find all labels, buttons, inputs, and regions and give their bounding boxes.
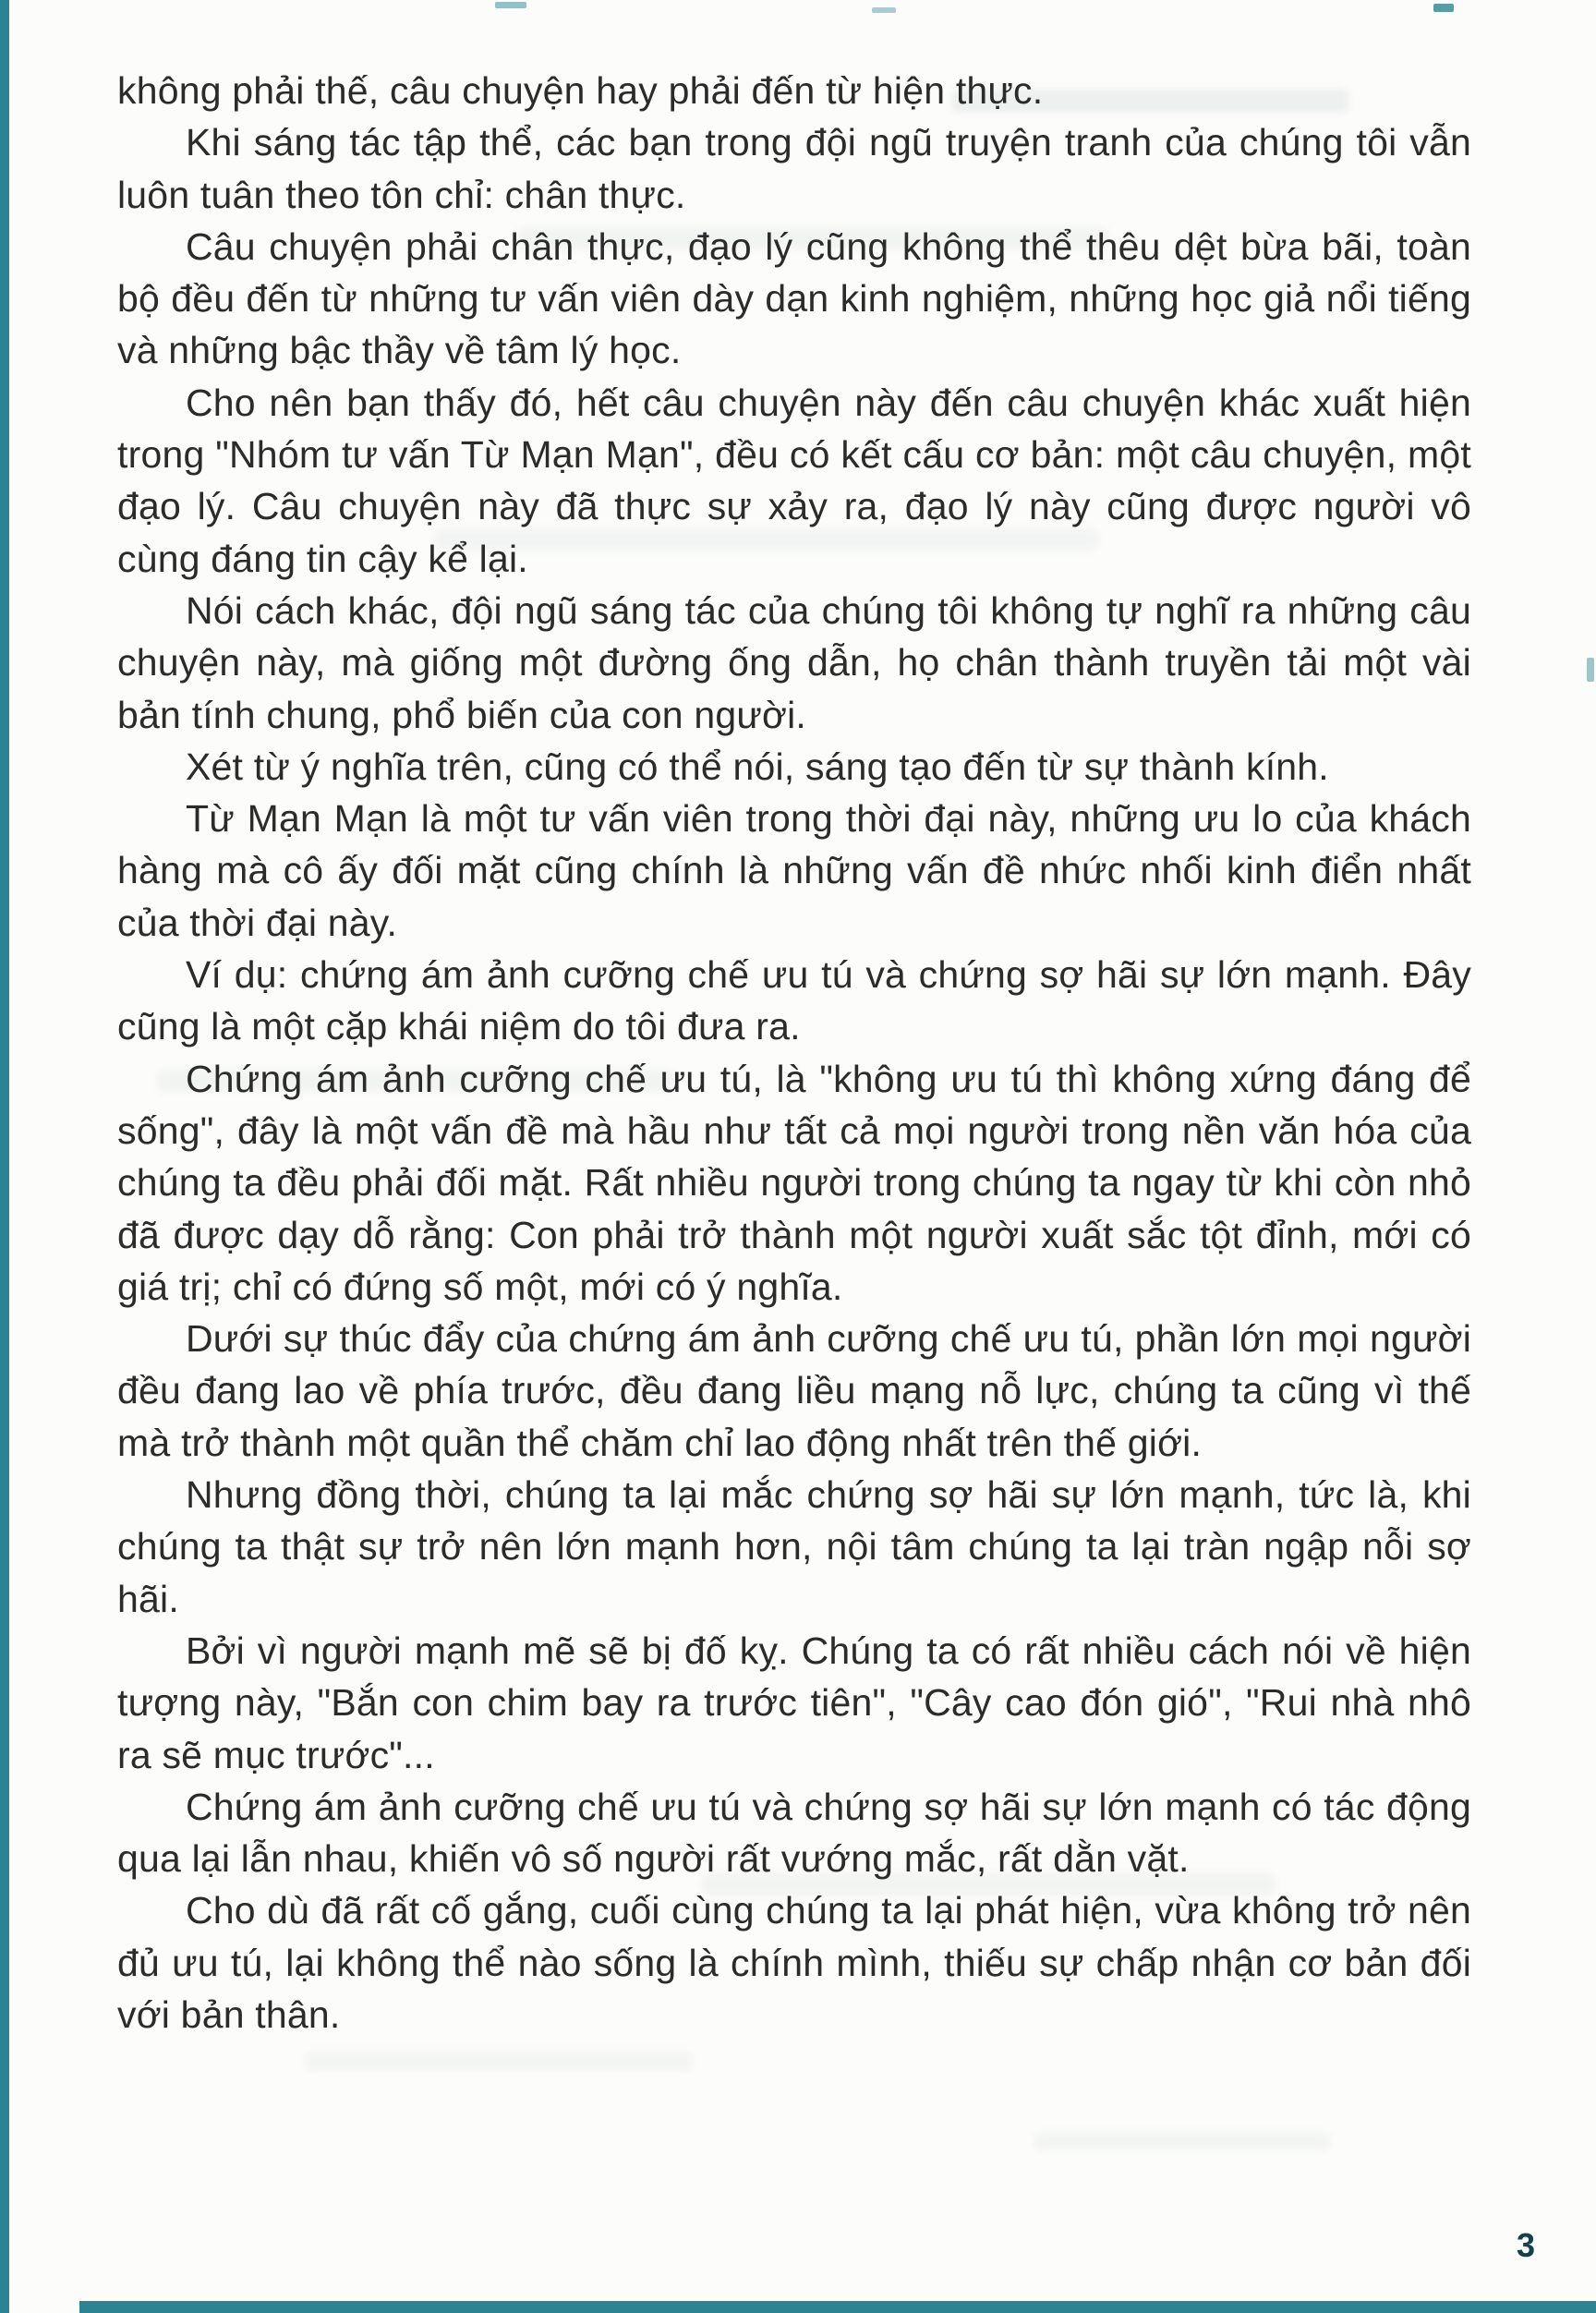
paragraph: Bởi vì người mạnh mẽ sẽ bị đố kỵ. Chúng ta có rất nhiều cách nói về hiện tượng này, "Bắn con chim bay ra trước tiên", "Cây cao đón gió", "Rui nhà nhô ra sẽ mục trước"... bbox=[117, 1629, 1471, 1776]
paragraph: Cho nên bạn thấy đó, hết câu chuyện này đến câu chuyện khác xuất hiện trong "Nhóm tư vấn Từ Mạn Mạn", đều có kết cấu cơ bản: một câu chuyện, một đạo lý. Câu chuyện này đã thực sự xảy ra, đạo lý này cũng được người vô cùng đáng tin cậy kể lại. bbox=[117, 381, 1471, 580]
paragraph: Dưới sự thúc đẩy của chứng ám ảnh cưỡng chế ưu tú, phần lớn mọi người đều đang lao về phía trước, đều đang liều mạng nỗ lực, chúng ta cũng vì thế mà trở thành một quần thể chăm chỉ lao động nhất trên thế giới. bbox=[117, 1317, 1471, 1464]
paragraph: Nói cách khác, đội ngũ sáng tác của chúng tôi không tự nghĩ ra những câu chuyện này, mà giống một đường ống dẫn, họ chân thành truyền tải một vài bản tính chung, phổ biến của con người. bbox=[117, 588, 1471, 736]
scan-artifact-mark bbox=[1433, 4, 1454, 12]
scan-artifact-mark bbox=[495, 2, 526, 8]
paragraph: Nhưng đồng thời, chúng ta lại mắc chứng sợ hãi sự lớn mạnh, tức là, khi chúng ta thật sự trở nên lớn mạnh hơn, nội tâm chúng ta lại tràn ngập nỗi sợ hãi. bbox=[117, 1473, 1471, 1620]
paragraph: Ví dụ: chứng ám ảnh cưỡng chế ưu tú và chứng sợ hãi sự lớn mạnh. Đây cũng là một cặp khái niệm do tôi đưa ra. bbox=[117, 953, 1471, 1048]
show-through-smudge bbox=[1034, 2132, 1330, 2150]
scan-artifact-mark bbox=[1587, 658, 1594, 682]
scan-artifact-mark bbox=[872, 7, 896, 13]
scan-edge-bottom bbox=[79, 2301, 1596, 2313]
paragraph: không phải thế, câu chuyện hay phải đến từ hiện thực. bbox=[117, 69, 1044, 112]
paragraph: Khi sáng tác tập thể, các bạn trong đội ngũ truyện tranh của chúng tôi vẫn luôn tuân theo tôn chỉ: chân thực. bbox=[117, 121, 1471, 216]
paragraph: Câu chuyện phải chân thực, đạo lý cũng không thể thêu dệt bừa bãi, toàn bộ đều đến từ những tư vấn viên dày dạn kinh nghiệm, những học giả nổi tiếng và những bậc thầy về tâm lý học. bbox=[117, 224, 1471, 372]
scan-edge-left bbox=[0, 0, 9, 2313]
page-text bbox=[117, 65, 1471, 2041]
page-number: 3 bbox=[1516, 2226, 1535, 2264]
paragraph: Chứng ám ảnh cưỡng chế ưu tú và chứng sợ hãi sự lớn mạnh có tác động qua lại lẫn nhau, khiến vô số người rất vướng mắc, rất dằn vặt. bbox=[117, 1785, 1471, 1881]
paragraph: Từ Mạn Mạn là một tư vấn viên trong thời đại này, những ưu lo của khách hàng mà cô ấy đối mặt cũng chính là những vấn đề nhức nhối kinh điển nhất của thời đại này. bbox=[117, 797, 1471, 944]
paragraph: Cho dù đã rất cố gắng, cuối cùng chúng ta lại phát hiện, vừa không trở nên đủ ưu tú, lại không thể nào sống là chính mình, thiếu sự chấp nhận cơ bản đối với bản thân. bbox=[117, 1889, 1471, 2036]
paragraph: Xét từ ý nghĩa trên, cũng có thể nói, sáng tạo đến từ sự thành kính. bbox=[186, 745, 1329, 788]
paragraph: Chứng ám ảnh cưỡng chế ưu tú, là "không ưu tú thì không xứng đáng để sống", đây là một vấn đề mà hầu như tất cả mọi người trong nền văn hóa của chúng ta đều phải đối mặt. Rất nhiều người trong chúng ta ngay từ khi còn nhỏ đã được dạy dỗ rằng: Con phải trở thành một người xuất sắc tột đỉnh, mới có giá trị; chỉ có đứng số một, mới có ý nghĩa. bbox=[117, 1057, 1471, 1308]
show-through-smudge bbox=[305, 2051, 693, 2071]
